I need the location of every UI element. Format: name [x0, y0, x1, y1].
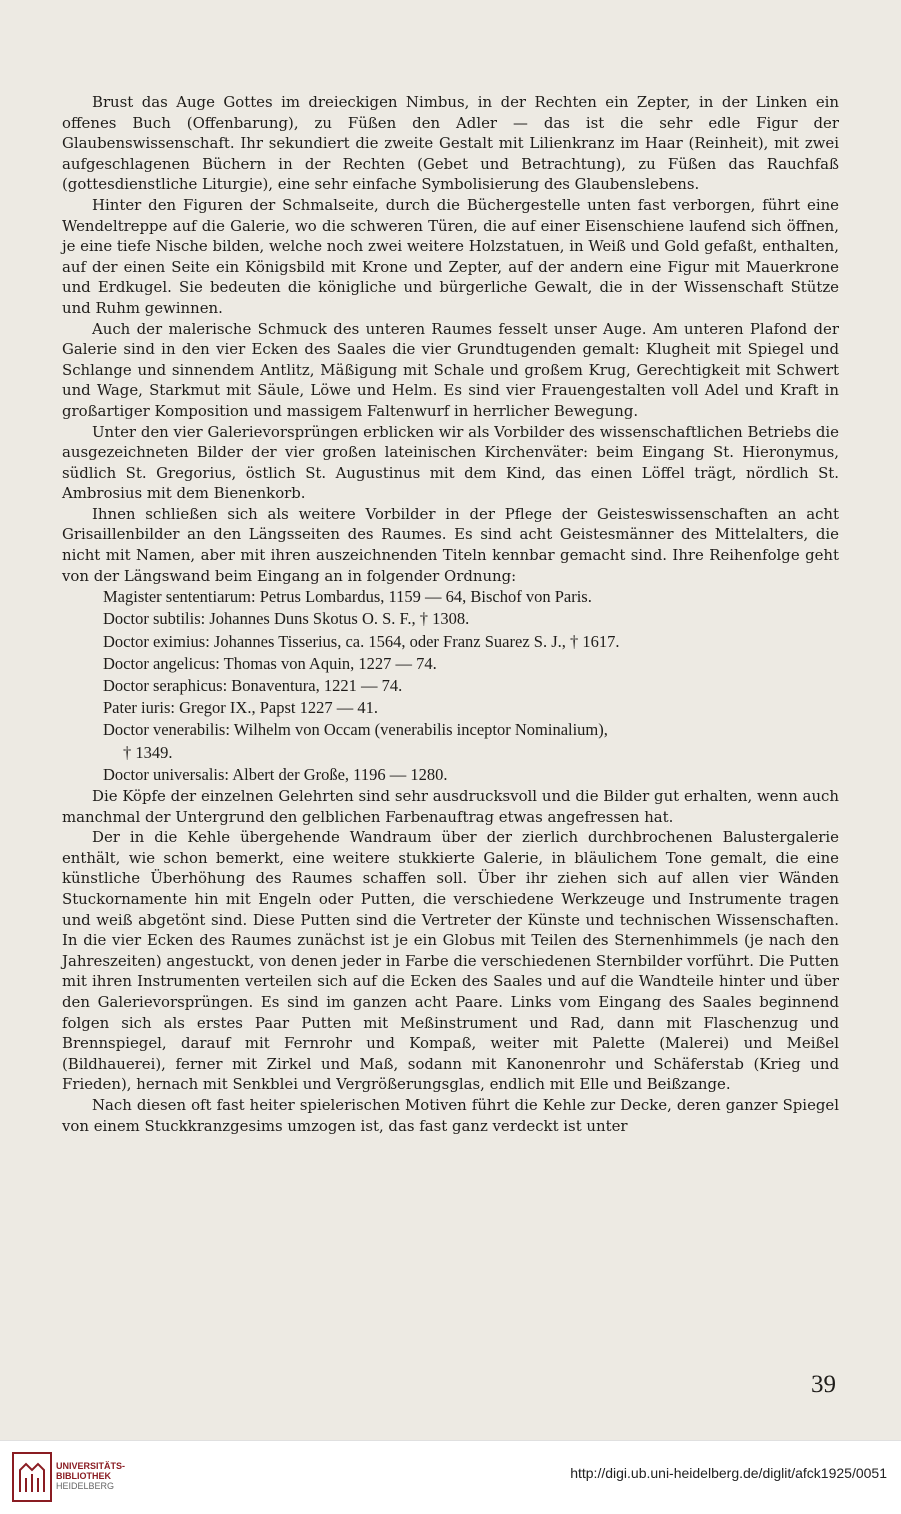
body-text [62, 92, 839, 1136]
list-item: Pater iuris: Gregor IX., Papst 1227 — 41. [103, 698, 378, 718]
list-item: Doctor eximius: Johannes Tisserius, ca. 1564, oder Franz Suarez S. J., † 1617. [103, 631, 620, 651]
paragraph-6: Die Köpfe der einzelnen Gelehrten sind sehr ausdrucksvoll und die Bilder gut erhalten, wenn auch manchmal der Untergrund den gelblichen Farbenauftrag etwas angefressen hat. [62, 787, 839, 826]
list-item: Magister sententiarum: Petrus Lombardus, 1159 — 64, Bischof von Paris. [103, 587, 592, 607]
paragraph-4: Unter den vier Galerievorsprüngen erblicken wir als Vorbilder des wissenschaftlichen Betriebs die ausgezeichneten Bilder der vier großen lateinischen Kirchenväter: beim Eingang St. Hieronymus, südlich St. Gregorius, östlich St. Augustinus mit dem Kind, das einen Löffel trägt, nördlich St. Ambrosius mit dem Bienenkorb. [62, 422, 839, 503]
footer-bar [0, 1440, 901, 1514]
university-library-logo-icon [12, 1452, 52, 1502]
paragraph-5: Ihnen schließen sich als weitere Vorbilder in der Pflege der Geisteswissenschaften an acht Grisaillenbilder an den Längsseiten des Raumes. Es sind acht Geistesmänner des Mittelalters, die nicht mit Namen, aber mit ihren auszeichnenden Titeln kennbar gemacht sind. Ihre Reihenfolge geht von der Längswand beim Eingang an in folgender Ordnung: [62, 504, 839, 585]
paragraph-3: Auch der malerische Schmuck des unteren Raumes fesselt unser Auge. Am unteren Plafond der Galerie sind in den vier Ecken des Saales die vier Grundtugenden gemalt: Klugheit mit Spiegel und Schlange und sinnendem Antlitz, Mäßigung mit Schale und großem Krug, Gerechtigkeit mit Schwert und Wage, Starkmut mit Säule, Löwe und Helm. Es sind vier Frauengestalten voll Adel und Kraft in großartiger Komposition und massigem Faltenwurf in herrlicher Bewegung. [62, 319, 839, 420]
paragraph-7: Der in die Kehle übergehende Wandraum über der zierlich durchbrochenen Balustergalerie enthält, wie schon bemerkt, eine weitere stukkierte Galerie, in bläulichem Tone gemalt, die eine künstliche Überhöhung des Raumes schaffen soll. Über ihr ziehen sich auf allen vier Wänden Stuckornamente hin mit Engeln oder Putten, die verschiedene Werkzeuge und Instrumente tragen und weiß abgetönt sind. Diese Putten sind die Vertreter der Künste und technischen Wissenschaften. In die vier Ecken des Raumes zunächst ist je ein Globus mit Teilen des Sternenhimmels (je nach den Jahreszeiten) angestuckt, von denen jeder in Farbe die verschiedenen Sternbilder vorführt. Die Putten mit ihren Instrumenten verteilen sich auf die Ecken des Saales und auf die Wandteile hinter und über den Galerievorsprüngen. Es sind im ganzen acht Paare. Links vom Eingang des Saales beginnend folgen sich als erstes Paar Putten mit Meßinstrument und Rad, dann mit Flaschenzug und Brennspiegel, darauf mit Fernrohr und Kompaß, weiter mit Palette (Malerei) und Meißel (Bildhauerei), ferner mit Zirkel und Maß, sodann mit Kanonenrohr und Schäferstab (Krieg und Frieden), hernach mit Senkblei und Vergrößerungsglas, endlich mit Elle und Beißzange. [62, 828, 839, 1094]
logo-text: UNIVERSITÄTS- BIBLIOTHEK HEIDELBERG [56, 1461, 126, 1491]
paragraph-8: Nach diesen oft fast heiter spielerischen Motiven führt die Kehle zur Decke, deren ganzer Spiegel von einem Stuckkranzgesims umzogen ist, das fast ganz verdeckt ist unter [62, 1095, 839, 1135]
list-item: Doctor subtilis: Johannes Duns Skotus O. S. F., † 1308. [103, 609, 470, 629]
paragraph-1: Brust das Auge Gottes im dreieckigen Nimbus, in der Rechten ein Zepter, in der Linken ein offenes Buch (Offenbarung), zu Füßen den Adler — das ist die sehr edle Figur der Glaubenswissenschaft. Ihr sekundiert die zweite Gestalt mit Lilienkranz im Haar (Reinheit), mit zwei aufgeschlagenen Büchern in der Rechten (Gebet und Betrachtung), zu Füßen das Rauchfaß (gottesdienstliche Liturgie), eine sehr einfache Symbolisierung des Glaubenslebens. [62, 93, 839, 194]
list-item: Doctor universalis: Albert der Große, 1196 — 1280. [103, 764, 448, 784]
list-item: Doctor venerabilis: Wilhelm von Occam (venerabilis inceptor Nominalium), † 1349. [62, 719, 839, 763]
list-item: Doctor angelicus: Thomas von Aquin, 1227 — 74. [103, 653, 437, 673]
paragraph-2: Hinter den Figuren der Schmalseite, durch die Büchergestelle unten fast verborgen, führt eine Wendeltreppe auf die Galerie, wo die schweren Türen, die auf einer Eisenschiene laufend sich öffnen, je eine tiefe Nische bilden, welche noch zwei weitere Holzstatuen, in Weiß und Gold gefaßt, enthalten, auf der einen Seite ein Königsbild mit Krone und Zepter, auf der andern eine Figur mit Mauerkrone und Erdkugel. Sie bedeuten die königliche und bürgerliche Gewalt, die in der Wissenschaft Stütze und Ruhm gewinnen. [62, 195, 839, 317]
list-item: Doctor seraphicus: Bonaventura, 1221 — 74. [103, 676, 403, 696]
permalink-url[interactable]: http://digi.ub.uni-heidelberg.de/diglit/afck1925/0051 [570, 1465, 887, 1481]
list-item-continuation: † 1349. [123, 742, 173, 762]
page-number: 39 [811, 1371, 836, 1398]
doctors-list [62, 586, 839, 786]
